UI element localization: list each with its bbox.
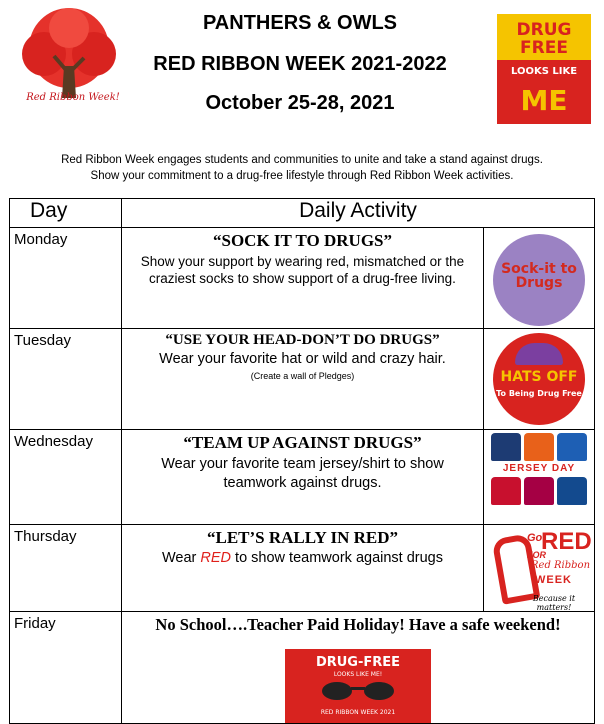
table-row-wednesday xyxy=(10,430,595,525)
week-text: WEEK xyxy=(535,574,572,586)
hats-badge-text: HATS OFF xyxy=(500,369,578,385)
activity-text: Show your support by wearing red, mismatched or the craziest socks to show support of a drug-free living. xyxy=(140,254,465,286)
activity-title: “USE YOUR HEAD-DON’T DO DRUGS” xyxy=(165,332,440,348)
day-cell: Friday xyxy=(10,612,122,724)
sock-badge-text: Sock-it to Drugs xyxy=(501,261,577,291)
activity-text: Wear your favorite team jersey/shirt to show teamwork against drugs. xyxy=(161,456,444,491)
activity-text: No School….Teacher Paid Holiday! Have a safe weekend! xyxy=(155,615,561,634)
sunglasses-icon xyxy=(319,681,397,701)
banner-title: DRUG-FREE xyxy=(315,655,401,670)
sock-it-to-drugs-badge xyxy=(493,234,585,326)
column-header-day: Day xyxy=(10,199,122,228)
table-row-tuesday xyxy=(10,329,595,430)
activity-note: (Create a wall of Pledges) xyxy=(250,371,355,381)
for-text: FOR xyxy=(527,550,546,560)
activity-image-cell xyxy=(484,525,595,612)
red-ribbon-text: Red Ribbon xyxy=(531,560,591,571)
jersey-icon xyxy=(491,477,521,505)
column-header-activity: Daily Activity xyxy=(122,199,595,228)
day-cell: Wednesday xyxy=(10,430,122,525)
jersey-icon xyxy=(557,477,587,505)
activity-text-end: to show teamwork against drugs xyxy=(231,550,443,566)
tree-caption: Red Ribbon Week! xyxy=(26,92,120,103)
intro-text xyxy=(0,152,604,184)
hat-icon xyxy=(515,343,563,365)
activity-cell xyxy=(122,329,484,430)
banner-subtitle: LOOKS LIKE ME! xyxy=(333,671,383,678)
jersey-grid-top xyxy=(484,433,594,461)
activity-cell xyxy=(122,228,484,329)
intro-line-2: Show your commitment to a drug-free lifestyle through Red Ribbon Week activities. xyxy=(90,170,514,182)
jersey-icon xyxy=(491,433,521,461)
school-title: PANTHERS & OWLS xyxy=(202,12,398,34)
day-cell: Tuesday xyxy=(10,329,122,430)
page-header xyxy=(0,0,604,140)
activity-title: “TEAM UP AGAINST DRUGS” xyxy=(183,433,422,452)
activity-text: Wear your favorite hat or wild and crazy hair. xyxy=(159,351,446,367)
jersey-icon xyxy=(524,433,554,461)
activity-text xyxy=(122,550,483,567)
red-text: RED xyxy=(541,528,592,555)
drug-free-banner xyxy=(285,649,431,723)
jersey-icon xyxy=(557,433,587,461)
because-it-matters-text: Because it matters! xyxy=(532,594,576,612)
event-dates: October 25-28, 2021 xyxy=(205,92,395,114)
jersey-grid-bottom xyxy=(484,477,594,505)
intro-line-1: Red Ribbon Week engages students and communities to unite and take a stand against drugs. xyxy=(61,154,543,166)
go-text: Go xyxy=(527,532,543,544)
activity-cell xyxy=(122,430,484,525)
event-title: RED RIBBON WEEK 2021-2022 xyxy=(153,53,447,75)
activity-image-cell xyxy=(484,228,595,329)
day-cell: Thursday xyxy=(10,525,122,612)
activity-cell xyxy=(122,525,484,612)
activity-title: “SOCK IT TO DRUGS” xyxy=(212,231,393,250)
table-header-row xyxy=(10,199,595,228)
table-row-monday xyxy=(10,228,595,329)
activity-cell xyxy=(122,612,595,724)
table-row-thursday xyxy=(10,525,595,612)
activity-text-start: Wear xyxy=(161,550,201,566)
activity-title: “LET’S RALLY IN RED” xyxy=(207,528,398,547)
poster-word-drug: DRUG xyxy=(516,20,572,40)
activity-schedule-table xyxy=(9,198,595,724)
day-cell: Monday xyxy=(10,228,122,329)
go-red-badge xyxy=(487,528,592,612)
activity-text-red: RED xyxy=(200,550,232,566)
drug-free-poster xyxy=(497,14,591,124)
hats-off-badge xyxy=(493,333,585,425)
activity-image-cell xyxy=(484,430,595,525)
jersey-icon xyxy=(524,477,554,505)
activity-image-cell xyxy=(484,329,595,430)
poster-word-looks-like: LOOKS LIKE xyxy=(510,66,578,77)
jersey-day-label: JERSEY DAY xyxy=(502,463,576,474)
poster-word-me: ME xyxy=(520,84,568,117)
poster-word-free: FREE xyxy=(520,38,568,58)
hats-badge-subtext: To Being Drug Free xyxy=(496,389,582,398)
banner-footer: RED RIBBON WEEK 2021 xyxy=(320,709,396,716)
table-row-friday xyxy=(10,612,595,724)
